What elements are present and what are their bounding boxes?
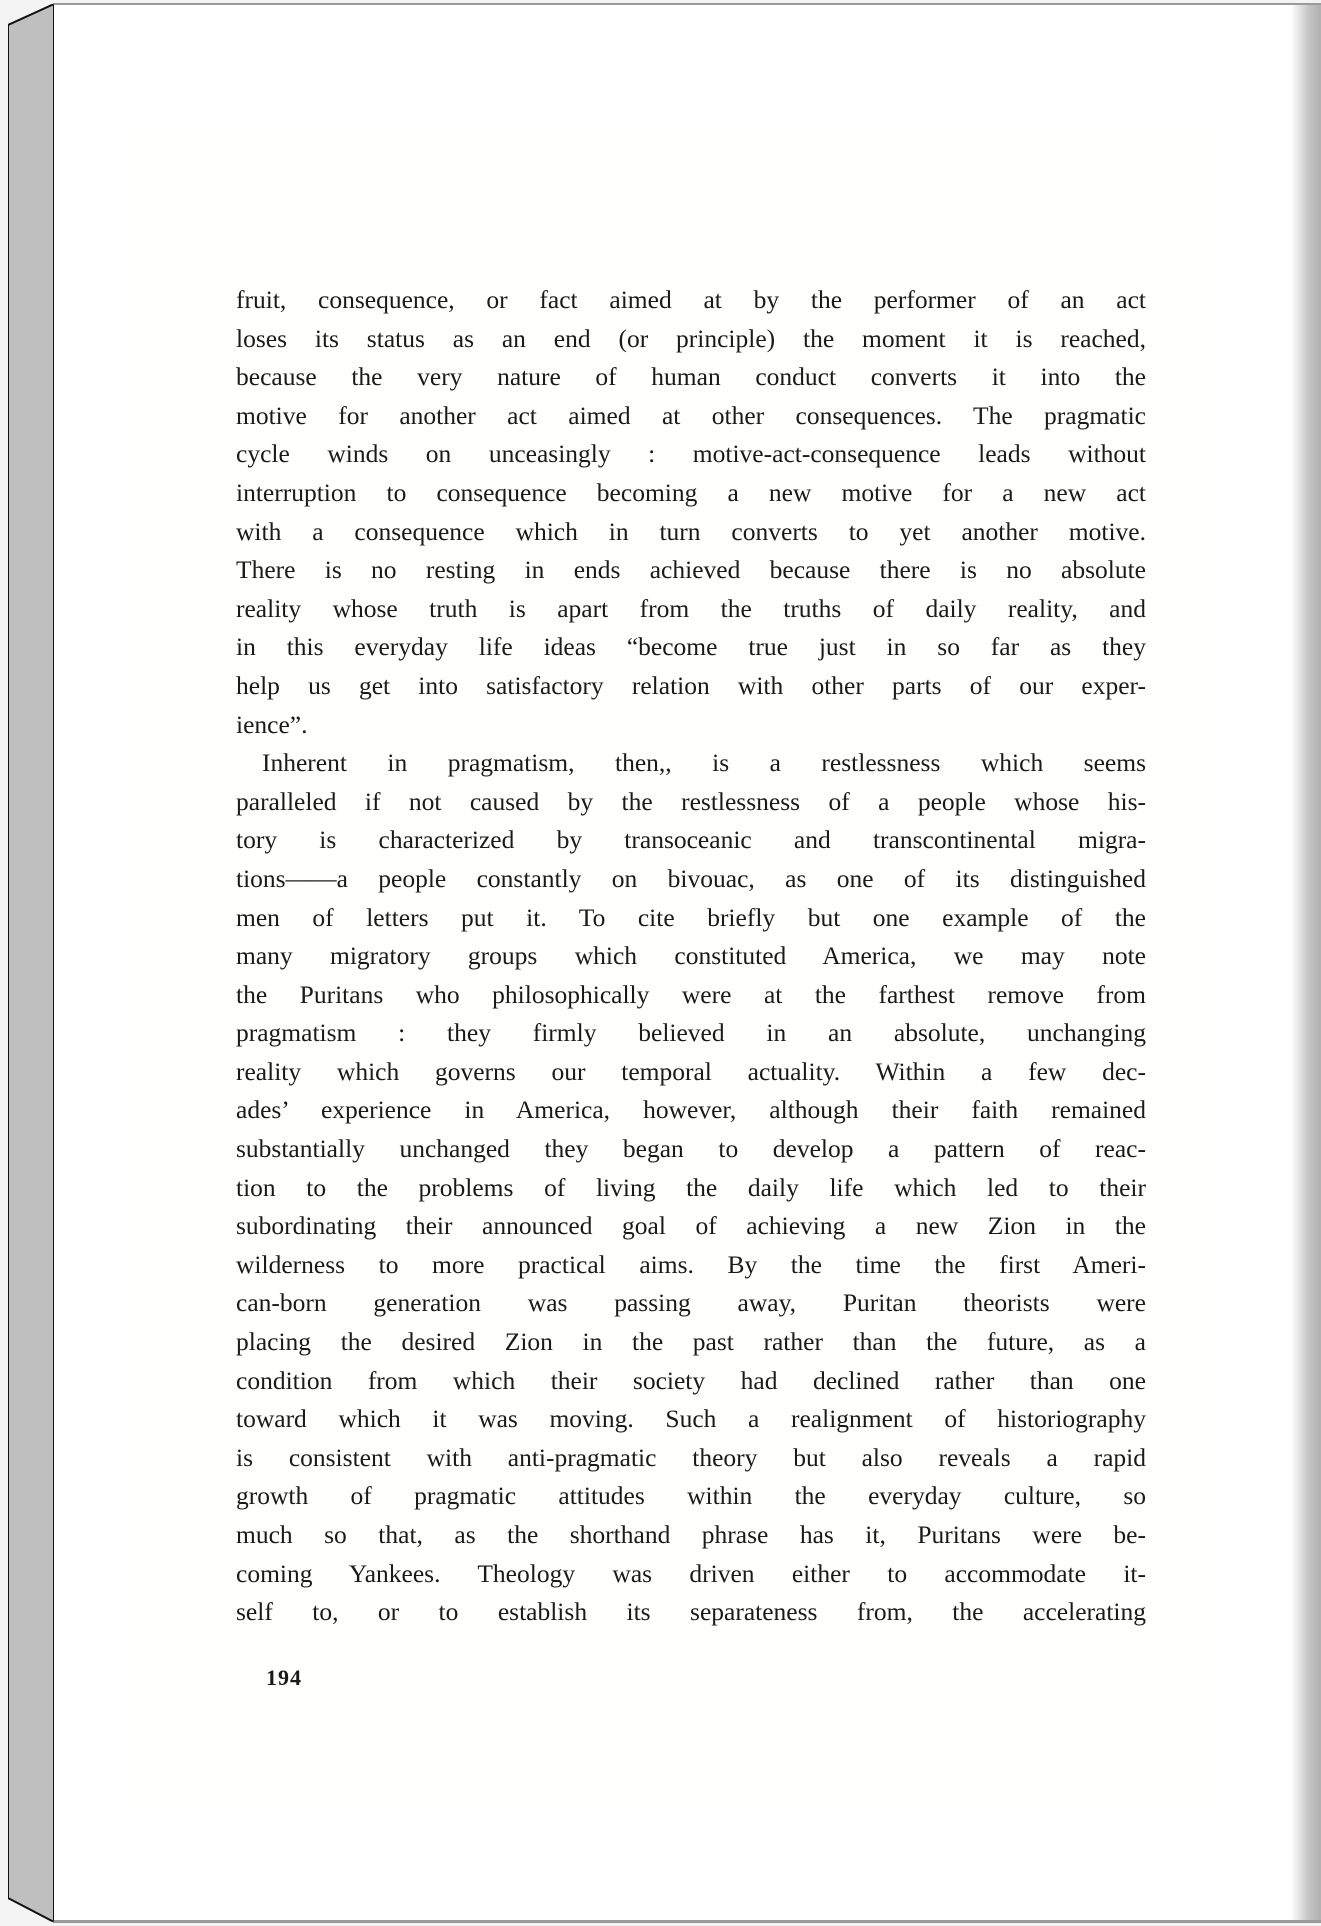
text-line: tion to the problems of living the daily life which led to their bbox=[236, 1172, 1146, 1202]
text-line: Inherent in pragmatism, then,, is a restlessness which seems bbox=[262, 748, 1146, 778]
text-line: tions——a people constantly on bivouac, as one of its distinguished bbox=[236, 863, 1146, 893]
text-line: much so that, as the shorthand phrase has it, Puritans were be- bbox=[236, 1520, 1146, 1549]
text-line: many migratory groups which constituted America, we may note bbox=[236, 941, 1146, 971]
page-edge-shadow bbox=[1291, 5, 1321, 1920]
text-line: paralleled if not caused by the restlessness of a people whose his- bbox=[236, 786, 1146, 816]
text-line: is consistent with anti-pragmatic theory but also reveals a rapid bbox=[236, 1442, 1146, 1472]
book-spine bbox=[8, 4, 54, 1922]
text-line: reality whose truth is apart from the truths of daily reality, and bbox=[236, 593, 1146, 623]
text-line: can-born generation was passing away, Puritan theorists were bbox=[236, 1288, 1146, 1318]
text-line: in this everyday life ideas “become true just in so far as they bbox=[236, 632, 1146, 662]
text-line: subordinating their announced goal of achieving a new Zion in the bbox=[236, 1211, 1146, 1241]
text-line: reality which governs our temporal actuality. Within a few dec- bbox=[236, 1056, 1146, 1086]
book-page bbox=[53, 3, 1321, 1923]
paragraph-1 bbox=[236, 281, 1146, 744]
page-number: 194 bbox=[266, 1665, 302, 1690]
text-line: placing the desired Zion in the past rather than the future, as a bbox=[236, 1327, 1146, 1357]
text-line: men of letters put it. To cite briefly but one example of the bbox=[236, 902, 1146, 932]
text-line: condition from which their society had declined rather than one bbox=[236, 1365, 1146, 1395]
text-line: pragmatism : they firmly believed in an absolute, unchanging bbox=[236, 1018, 1146, 1048]
text-line: with a consequence which in turn converts to yet another motive. bbox=[236, 516, 1146, 546]
text-line: ades’ experience in America, however, although their faith remained bbox=[236, 1095, 1146, 1125]
text-line: motive for another act aimed at other consequences. The pragmatic bbox=[236, 400, 1146, 430]
body-text bbox=[236, 281, 1146, 1632]
text-line: help us get into satisfactory relation with other parts of our exper- bbox=[236, 670, 1146, 700]
text-line: the Puritans who philosophically were at the farthest remove from bbox=[236, 979, 1146, 1009]
text-line: coming Yankees. Theology was driven either to accommodate it- bbox=[236, 1558, 1146, 1588]
text-line: tory is characterized by transoceanic and transcontinental migra- bbox=[236, 825, 1146, 855]
text-line: There is no resting in ends achieved because there is no absolute bbox=[236, 555, 1146, 585]
text-line: loses its status as an end (or principle) the moment it is reached, bbox=[236, 323, 1146, 353]
paragraph-2 bbox=[236, 744, 1146, 1632]
text-line: substantially unchanged they began to develop a pattern of reac- bbox=[236, 1134, 1146, 1164]
text-line: because the very nature of human conduct converts it into the bbox=[236, 362, 1146, 392]
text-line: interruption to consequence becoming a new motive for a new act bbox=[236, 477, 1146, 507]
text-line: ience”. bbox=[236, 709, 308, 739]
text-line: toward which it was moving. Such a realignment of historiography bbox=[236, 1404, 1146, 1434]
text-line: cycle winds on unceasingly : motive-act-consequence leads without bbox=[236, 439, 1146, 469]
text-line: self to, or to establish its separateness from, the accelerating bbox=[236, 1597, 1146, 1627]
text-line: wilderness to more practical aims. By the time the first Ameri- bbox=[236, 1249, 1146, 1279]
text-line: fruit, consequence, or fact aimed at by the performer of an act bbox=[236, 285, 1146, 314]
text-line: growth of pragmatic attitudes within the everyday culture, so bbox=[236, 1481, 1146, 1511]
